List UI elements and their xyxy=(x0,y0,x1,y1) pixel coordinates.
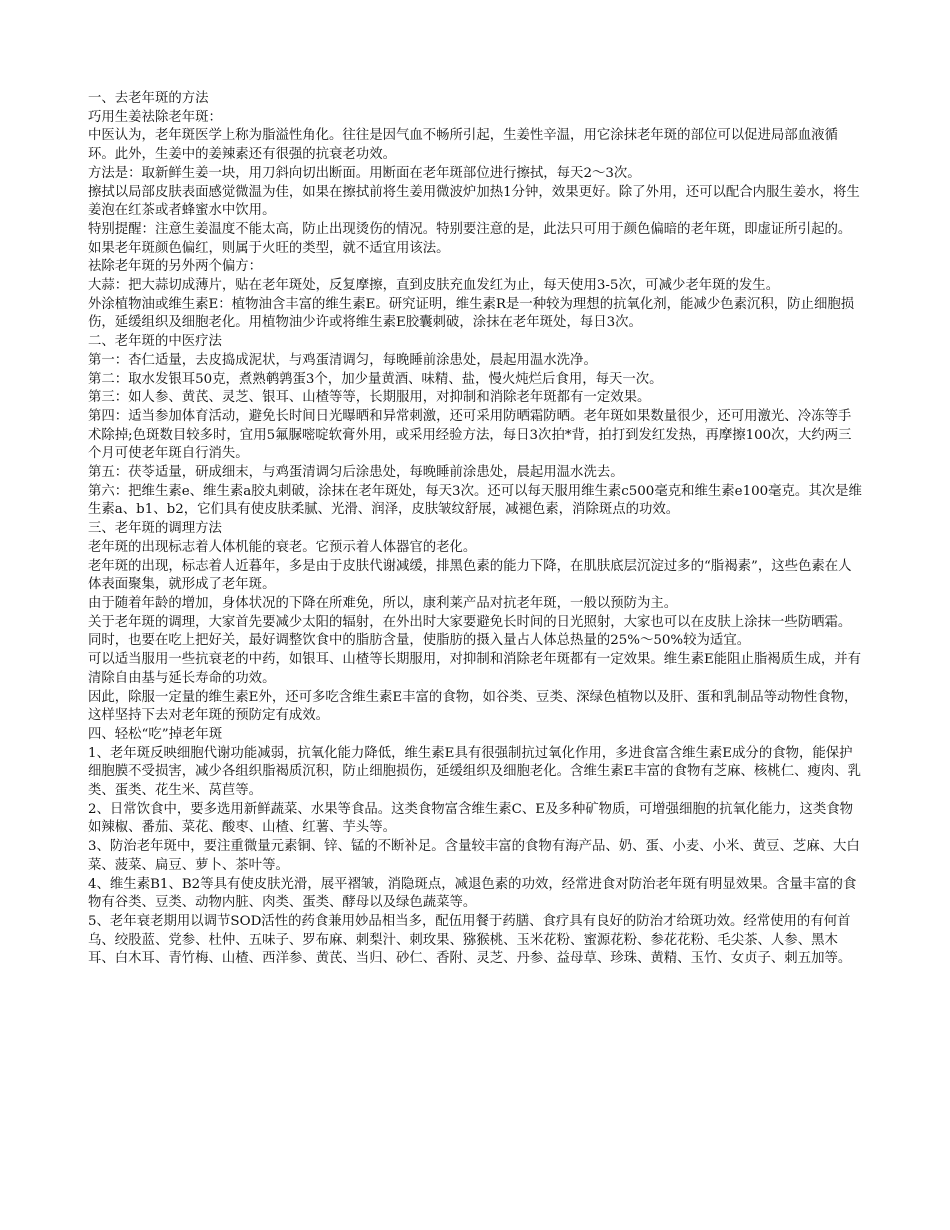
paragraph: 外涂植物油或维生素E：植物油含丰富的维生素E。研究证明，维生素R是一种较为理想的抗氧化剂，能减少色素沉积，防止细胞损伤，延缓组织及细胞老化。用植物油少许或将维生素E胶囊刺破，涂抹在老年斑处，每日3次。 xyxy=(88,296,855,331)
paragraph: 方法是：取新鲜生姜一块，用刀斜向切出断面。用断面在老年斑部位进行擦拭，每天2～3次。 xyxy=(88,165,641,181)
paragraph: 老年斑的出现标志着人体机能的衰老。它预示着人体器官的老化。 xyxy=(88,539,477,555)
list-item: 1、老年斑反映细胞代谢功能减弱，抗氧化能力降低，维生素E具有很强制抗过氧化作用，多进食富含维生素E成分的食物，能保护细胞膜不受损害，减少各组织脂褐质沉积，防止细胞损伤，延缓组织及细胞老化。含维生素E丰富的食物有芝麻、核桃仁、瘦肉、乳类、蛋类、花生米、莴苣等。 xyxy=(88,745,862,799)
list-item: 4、维生素B1、B2等具有使皮肤光滑，展平褶皱，消隐斑点，减退色素的功效，经常进食对防治老年斑有明显效果。含量丰富的食物有谷类、豆类、动物内脏、肉类、蛋类、酵母以及绿色蔬菜等。 xyxy=(88,876,857,911)
section-heading-4: 四、轻松“吃”掉老年斑 xyxy=(88,726,223,742)
section-heading-2: 二、老年斑的中医疗法 xyxy=(88,334,222,350)
list-item: 第二：取水发银耳50克，煮熟鹌鹑蛋3个，加少量黄酒、味精、盐，慢火炖烂后食用，每天一次。 xyxy=(88,371,663,387)
section-heading-1: 一、去老年斑的方法 xyxy=(88,91,209,106)
paragraph: 特别提醒：注意生姜温度不能太高，防止出现烫伤的情况。特别要注意的是，此法只可用于颜色偏暗的老年斑，即虚证所引起的。如果老年斑颜色偏红，则属于火旺的类型，就不适宜用该法。 xyxy=(88,221,852,256)
list-item: 第六：把维生素e、维生素a胶丸刺破，涂抹在老年斑处，每天3次。还可以每天服用维生素c500毫克和维生素e100毫克。其次是维生素a、b1、b2，它们具有使皮肤柔腻、光滑、润泽，皮肤皱纹舒展，减褪色素，消除斑点的功效。 xyxy=(88,483,862,518)
subheading-two-remedies: 祛除老年斑的另外两个偏方： xyxy=(88,259,263,275)
paragraph: 可以适当服用一些抗衰老的中药，如银耳、山楂等长期服用，对抑制和消除老年斑都有一定效果。维生素E能阻止脂褐质生成，并有清除自由基与延长寿命的功效。 xyxy=(88,652,862,686)
paragraph: 同时，也要在吃上把好关，最好调整饮食中的脂肪含量，使脂肪的摄入量占人体总热量的25%～50%较为适宜。 xyxy=(88,633,751,649)
document-body xyxy=(88,90,863,969)
list-item: 第一：杏仁适量，去皮捣成泥状，与鸡蛋清调匀，每晚睡前涂患处，晨起用温水洗净。 xyxy=(88,352,597,368)
list-item: 2、日常饮食中，要多选用新鲜蔬菜、水果等食品。这类食物富含维生素C、E及多种矿物质，可增强细胞的抗氧化能力，这类食物如辣椒、番茄、菜花、酸枣、山楂、红薯、芋头等。 xyxy=(88,801,854,836)
list-item: 第五：茯苓适量，研成细末，与鸡蛋清调匀后涂患处，每晚睡前涂患处，晨起用温水洗去。 xyxy=(88,465,624,481)
section-heading-3: 三、老年斑的调理方法 xyxy=(88,521,222,537)
subheading-ginger-method: 巧用生姜祛除老年斑： xyxy=(88,109,222,125)
list-item: 第三：如人参、黄芪、灵芝、银耳、山楂等等，长期服用，对抑制和消除老年斑都有一定效果。 xyxy=(88,390,651,406)
paragraph: 中医认为，老年斑医学上称为脂溢性角化。往往是因气血不畅所引起，生姜性辛温，用它涂抹老年斑的部位可以促进局部血液循环。此外，生姜中的姜辣素还有很强的抗衰老功效。 xyxy=(88,128,838,163)
paragraph: 大蒜：把大蒜切成薄片，贴在老年斑处，反复摩擦，直到皮肤充血发红为止，每天使用3-5次，可减少老年斑的发生。 xyxy=(88,278,780,294)
paragraph: 老年斑的出现，标志着人近暮年，多是由于皮肤代谢减缓，排黑色素的能力下降，在肌肤底层沉淀过多的“脂褐素”，这些色素在人体表面聚集，就形成了老年斑。 xyxy=(88,558,852,593)
paragraph: 由于随着年龄的增加，身体状况的下降在所难免，所以，康利莱产品对抗老年斑，一般以预防为主。 xyxy=(88,595,678,611)
list-item: 5、老年衰老期用以调节SOD活性的药食兼用妙品相当多，配伍用餐于药膳、食疗具有良好的防治才给斑功效。经常使用的有何首乌、绞股蓝、党参、杜仲、五味子、罗布麻、刺梨汁、刺玫果、猕猴桃、玉米花粉、蜜源花粉、参花花粉、毛尖茶、人参、黑木耳、白木耳、青竹梅、山楂、西洋参、黄芪、当归、砂仁、香附、灵芝、丹参、益母草、珍珠、黄精、玉竹、女贞子、刺五加等。 xyxy=(88,913,852,967)
paragraph: 因此，除服一定量的维生素E外，还可多吃含维生素E丰富的食物，如谷类、豆类、深绿色植物以及肝、蛋和乳制品等动物性食物，这样坚持下去对老年斑的预防定有成效。 xyxy=(88,689,858,724)
paragraph: 关于老年斑的调理，大家首先要减少太阳的辐射，在外出时大家要避免长时间的日光照射，大家也可以在皮肤上涂抹一些防晒霜。 xyxy=(88,614,852,630)
list-item: 3、防治老年斑中，要注重微量元素铜、锌、锰的不断补足。含量较丰富的食物有海产品、奶、蛋、小麦、小米、黄豆、芝麻、大白菜、菠菜、扁豆、萝卜、茶叶等。 xyxy=(88,839,860,873)
paragraph: 擦拭以局部皮肤表面感觉微温为佳，如果在擦拭前将生姜用微波炉加热1分钟，效果更好。除了外用，还可以配合内服生姜水，将生姜泡在红茶或者蜂蜜水中饮用。 xyxy=(88,184,860,219)
list-item: 第四：适当参加体育活动，避免长时间日光曝晒和异常刺激，还可采用防晒霜防晒。老年斑如果数量很少，还可用激光、冷冻等手术除掉;色斑数目较多时，宜用5氟脲嘧啶软膏外用，或采用经验方法，每日3次拍*背，拍打到发红发热，再摩擦100次，大约两三个月可使老年斑自行消失。 xyxy=(88,408,852,462)
